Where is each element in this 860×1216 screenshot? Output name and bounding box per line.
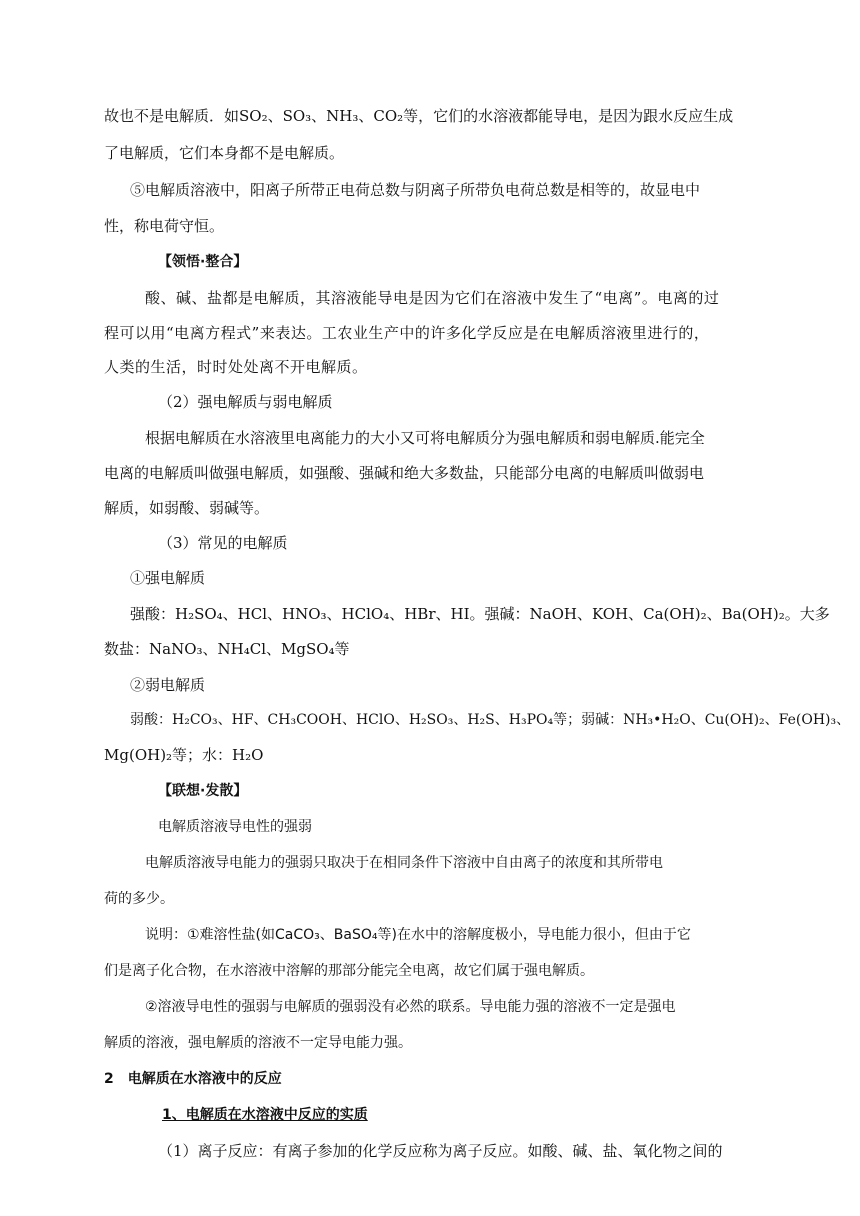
subsection-heading: （2）强电解质与弱电解质 — [158, 393, 333, 411]
subsection-heading: （3）常见的电解质 — [158, 534, 288, 552]
paragraph-line: 根据电解质在水溶液里电离能力的大小又可将电解质分为强电解质和弱电解质.能完全 — [145, 429, 705, 447]
section-heading-2: 2 电解质在水溶液中的反应 — [104, 1071, 282, 1087]
paragraph-line: 人类的生活，时时处处离不开电解质。 — [104, 358, 368, 376]
paragraph-line: 们是离子化合物，在水溶液中溶解的那部分能完全电离，故它们属于强电解质。 — [104, 963, 594, 979]
list-label-weak: ②弱电解质 — [130, 676, 206, 694]
subsection-heading-2-1: 1、电解质在水溶液中反应的实质 — [162, 1107, 368, 1123]
paragraph-line: 了电解质，它们本身都不是电解质。 — [104, 144, 345, 162]
paragraph-line: 酸、碱、盐都是电解质，其溶液能导电是因为它们在溶液中发生了“电离”。电离的过 — [145, 289, 720, 307]
paragraph-line: ②溶液导电性的强弱与电解质的强弱没有必然的联系。导电能力强的溶液不一定是强电 — [145, 999, 676, 1015]
section-heading-lianxiang: 【联想·发散】 — [158, 783, 248, 799]
paragraph-line: 解质，如弱酸、弱碱等。 — [104, 499, 270, 517]
paragraph-line: ⑤电解质溶液中，阳离子所带正电荷总数与阴离子所带负电荷总数是相等的，故显电中 — [130, 181, 701, 199]
section-heading-lingwu: 【领悟·整合】 — [158, 254, 248, 270]
paragraph-line: 电解质溶液导电能力的强弱只取决于在相同条件下溶液中自由离子的浓度和其所带电 — [145, 855, 663, 871]
paragraph-line: 故也不是电解质．如SO₂、SO₃、NH₃、CO₂等，它们的水溶液都能导电，是因为跟水反应生成 — [104, 107, 734, 125]
paragraph-line: 解质的溶液，强电解质的溶液不一定导电能力强。 — [104, 1035, 412, 1051]
paragraph-line: 荷的多少。 — [104, 891, 174, 907]
paragraph-line: 弱酸：H₂CO₃、HF、CH₃COOH、HClO、H₂SO₃、H₂S、H₃PO₄等；弱碱：NH₃•H₂O、Cu(OH)₂、Fe(OH)₃、 — [130, 712, 851, 728]
paragraph-line: 电解质溶液导电性的强弱 — [158, 819, 312, 835]
paragraph-line: 程可以用“电离方程式”来表达。工农业生产中的许多化学反应是在电解质溶液里进行的， — [104, 324, 710, 342]
list-label-strong: ①强电解质 — [130, 569, 206, 587]
paragraph-line: 强酸：H₂SO₄、HCl、HNO₃、HClO₄、HBr、HI。强碱：NaOH、KOH、Ca(OH)₂、Ba(OH)₂。大多 — [130, 605, 830, 623]
paragraph-line: 性，称电荷守恒。 — [104, 217, 225, 235]
paragraph-line: 数盐：NaNO₃、NH₄Cl、MgSO₄等 — [104, 640, 350, 658]
paragraph-line: Mg(OH)₂等；水：H₂O — [104, 746, 264, 764]
paragraph-line: 电离的电解质叫做强电解质，如强酸、强碱和绝大多数盐，只能部分电离的电解质叫做弱电 — [104, 464, 705, 482]
paragraph-line: （1）离子反应：有离子参加的化学反应称为离子反应。如酸、碱、盐、氧化物之间的 — [158, 1142, 723, 1160]
paragraph-line: 说明：①难溶性盐(如CaCO₃、BaSO₄等)在水中的溶解度极小，导电能力很小，但由于它 — [145, 927, 691, 943]
